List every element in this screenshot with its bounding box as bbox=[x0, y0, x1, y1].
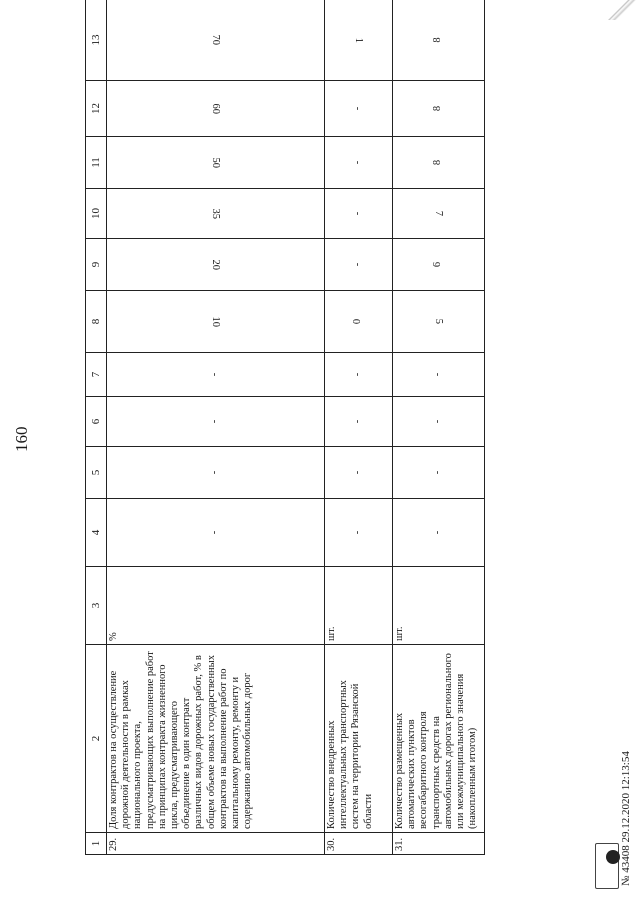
value-cell: - bbox=[393, 447, 485, 499]
value-cell: - bbox=[107, 397, 325, 447]
value-cell: - bbox=[393, 499, 485, 567]
value-cell: - bbox=[325, 189, 393, 239]
value-cell: - bbox=[325, 137, 393, 189]
col-header: 11 bbox=[86, 137, 107, 189]
col-header: 2 bbox=[86, 645, 107, 833]
value-cell: 8 bbox=[393, 81, 485, 137]
unit: шт. bbox=[325, 567, 393, 645]
value-cell: - bbox=[325, 499, 393, 567]
value-cell: - bbox=[325, 353, 393, 397]
col-header: 10 bbox=[86, 189, 107, 239]
row-number: 29. bbox=[107, 833, 325, 855]
value-cell: - bbox=[393, 397, 485, 447]
value-cell: 10 bbox=[107, 291, 325, 353]
col-header: 12 bbox=[86, 81, 107, 137]
value-cell: - bbox=[393, 353, 485, 397]
scan-corner-mark bbox=[606, 0, 640, 20]
table-row bbox=[393, 0, 485, 855]
unit: шт. bbox=[393, 567, 485, 645]
page-number: 160 bbox=[12, 426, 31, 452]
value-cell: - bbox=[107, 499, 325, 567]
col-header: 9 bbox=[86, 239, 107, 291]
value-cell: 8 bbox=[393, 137, 485, 189]
value-cell: 0 bbox=[325, 291, 393, 353]
registration-stamp: № 43408 29.12.2020 12:13:54 bbox=[620, 751, 632, 886]
value-cell: 60 bbox=[107, 81, 325, 137]
value-cell: 8 bbox=[393, 0, 485, 81]
unit: % bbox=[107, 567, 325, 645]
indicator-name: Доля контрактов на осуществление дорожной деятельности в рамках национального проекта, предусматривающих выполнение работ на принципах контракта жизненного цикла, предусматривающего объединение в один контракт различных видов дорожных работ, % в общем объеме новых государственных контрактов на выполнение работ по капитальному ремонту, ремонту и содержанию автомобильных дорог bbox=[107, 645, 325, 833]
value-cell: - bbox=[107, 353, 325, 397]
value-cell: 7 bbox=[393, 189, 485, 239]
col-header: 6 bbox=[86, 397, 107, 447]
value-cell: - bbox=[325, 397, 393, 447]
indicator-name: Количество внедренных интеллектуальных транспортных систем на территории Рязанской области bbox=[325, 645, 393, 833]
value-cell: 20 bbox=[107, 239, 325, 291]
col-header: 8 bbox=[86, 291, 107, 353]
value-cell: 5 bbox=[393, 291, 485, 353]
value-cell: - bbox=[325, 447, 393, 499]
row-number: 31. bbox=[393, 833, 485, 855]
col-header: 4 bbox=[86, 499, 107, 567]
col-header: 13 bbox=[86, 0, 107, 81]
value-cell: 70 bbox=[107, 0, 325, 81]
col-header: 5 bbox=[86, 447, 107, 499]
table-header-row bbox=[86, 0, 107, 855]
value-cell: - bbox=[325, 81, 393, 137]
value-cell: 6 bbox=[393, 239, 485, 291]
col-header: 1 bbox=[86, 833, 107, 855]
table-row bbox=[325, 0, 393, 855]
value-cell: - bbox=[107, 447, 325, 499]
col-header: 3 bbox=[86, 567, 107, 645]
value-cell: 50 bbox=[107, 137, 325, 189]
indicator-name: Количество размещенных автоматических пунктов весогабаритного контроля транспортных средств на автомобильных дорогах регионального или межмуниципального значения (накопленным итогом) bbox=[393, 645, 485, 833]
registry-logo-mark bbox=[606, 850, 620, 864]
value-cell: 1 bbox=[325, 0, 393, 81]
row-number: 30. bbox=[325, 833, 393, 855]
value-cell: 35 bbox=[107, 189, 325, 239]
value-cell: - bbox=[325, 239, 393, 291]
table-container bbox=[85, 34, 485, 855]
col-header: 7 bbox=[86, 353, 107, 397]
table-row bbox=[107, 0, 325, 855]
data-table bbox=[85, 0, 485, 855]
